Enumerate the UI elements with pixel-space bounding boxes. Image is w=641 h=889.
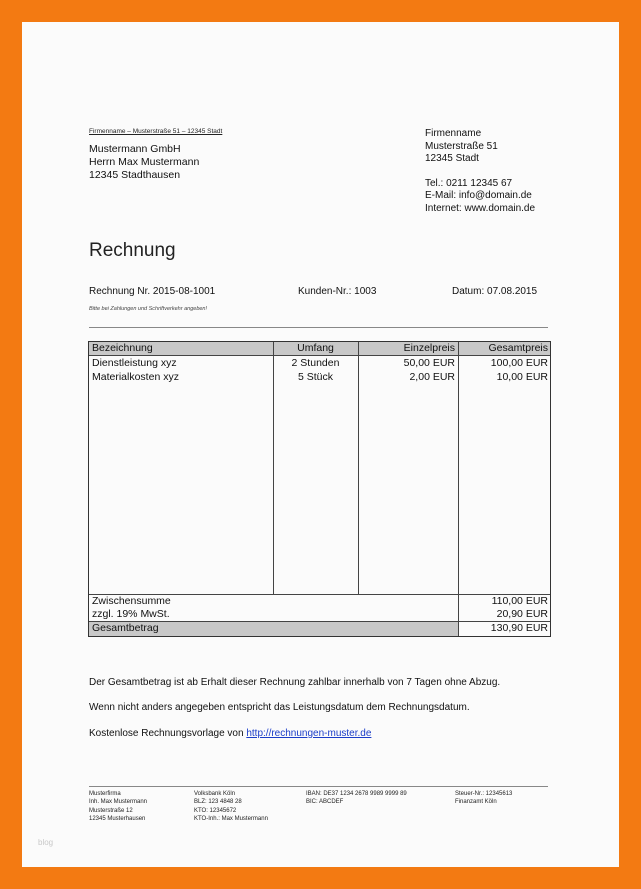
divider (89, 327, 548, 328)
footer-tax-number: Steuer-Nr.: 12345613 (455, 791, 513, 797)
items-table (88, 341, 551, 637)
footer-account: KTO: 12345672 (194, 807, 237, 814)
footer-bank-name: Volksbank Köln (194, 791, 236, 797)
footer-tax (455, 790, 512, 807)
footer-iban-value: IBAN: DE37 1234 2678 9989 9999 89 (306, 791, 407, 797)
footer-blz: BLZ: 123 4848 28 (194, 799, 242, 806)
header-unit-price: Einzelpreis (403, 342, 455, 354)
row-2-description: Materialkosten xyz (92, 371, 179, 383)
document-title: Rechnung (89, 240, 176, 261)
footer-iban (306, 790, 407, 807)
footer-tax-office: Finanzamt Köln (455, 799, 497, 806)
template-credit (89, 728, 529, 741)
subtotal-value: 110,00 EUR (491, 595, 548, 607)
header-total-price: Gesamtpreis (488, 342, 548, 354)
payment-terms: Der Gesamtbetrag ist ab Erhalt dieser Rechnung zahlbar innerhalb von 7 Tagen ohne Abzug. (89, 677, 501, 688)
template-credit-text: Kostenlose Rechnungsvorlage von (89, 728, 247, 739)
vat-value: 20,90 EUR (496, 608, 548, 620)
row-1-description: Dienstleistung xyz (92, 357, 177, 369)
row-2-total-price: 10,00 EUR (496, 371, 548, 383)
sender-phone: Tel.: 0211 12345 67 (425, 177, 513, 189)
template-link[interactable]: http://rechnungen-muster.de (246, 728, 372, 739)
footer-bank (194, 790, 268, 823)
recipient-address (89, 143, 199, 182)
sender-name: Firmenname (425, 128, 482, 139)
row-2-unit-price: 2,00 EUR (409, 371, 455, 383)
row-1-unit-price: 50,00 EUR (403, 357, 455, 369)
sender-return-line: Firmenname – Musterstraße 51 – 12345 Stadt (89, 128, 223, 135)
sender-email: E-Mail: info@domain.de (425, 190, 532, 201)
invoice-date: Datum: 07.08.2015 (452, 286, 538, 297)
service-date-note: Wenn nicht anders angegeben entspricht das Leistungsdatum dem Rechnungsdatum. (89, 702, 470, 713)
row-2-quantity: 5 Stück (297, 371, 334, 383)
row-1-quantity: 2 Stunden (291, 357, 340, 369)
subtotal-label: Zwischensumme (92, 595, 171, 607)
recipient-person: Herrn Max Mustermann (89, 156, 200, 168)
recipient-city: 12345 Stadthausen (89, 169, 181, 181)
total-value: 130,90 EUR (490, 622, 548, 634)
footer-account-owner: KTO-Inh.: Max Mustermann (194, 815, 268, 822)
sender-city: 12345 Stadt (425, 153, 479, 164)
row-1-total-price: 100,00 EUR (490, 357, 548, 369)
invoice-page (22, 22, 619, 867)
header-quantity: Umfang (297, 342, 334, 354)
sender-website: Internet: www.domain.de (425, 202, 536, 214)
header-description: Bezeichnung (92, 342, 153, 354)
footer-owner: Inh. Max Mustermann (89, 799, 148, 806)
footer-company (89, 790, 147, 823)
customer-number: Kunden-Nr.: 1003 (298, 286, 377, 297)
footer-street: Musterstraße 12 (89, 807, 133, 814)
footer-divider (89, 786, 548, 787)
footer-company-name: Musterfirma (89, 791, 121, 797)
recipient-company: Mustermann GmbH (89, 143, 181, 155)
footer-city: 12345 Musterhausen (89, 815, 146, 822)
footer-bic: BIC: ABCDEF (306, 799, 344, 806)
vat-label: zzgl. 19% MwSt. (92, 608, 170, 620)
sender-block (425, 128, 535, 215)
total-label: Gesamtbetrag (92, 622, 159, 634)
reference-hint: Bitte bei Zahlungen und Schriftverkehr angeben! (89, 306, 208, 312)
watermark: blog (38, 838, 54, 847)
sender-street: Musterstraße 51 (425, 140, 498, 152)
column-divider (458, 342, 459, 636)
invoice-number: Rechnung Nr. 2015-08-1001 (89, 286, 216, 297)
